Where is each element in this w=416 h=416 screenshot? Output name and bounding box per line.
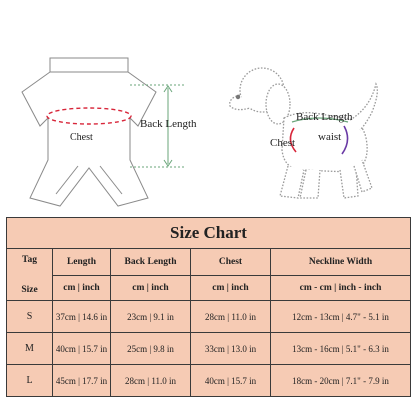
size-chart-title: Size Chart: [7, 218, 411, 249]
table-cell: 40cm | 15.7 in: [191, 365, 271, 397]
unit-neckline-width: cm - cm | inch - inch: [271, 276, 411, 301]
column-header-back-length: Back Length: [111, 249, 191, 276]
table-cell: 12cm - 13cm | 4.7" - 5.1 in: [271, 301, 411, 333]
table-cell: 25cm | 9.8 in: [111, 333, 191, 365]
dog-waist-label: waist: [318, 131, 342, 143]
table-cell: 28cm | 11.0 in: [111, 365, 191, 397]
table-row: [7, 301, 411, 333]
size-chart-table: [6, 217, 411, 397]
unit-length: cm | inch: [53, 276, 111, 301]
table-cell: 33cm | 13.0 in: [191, 333, 271, 365]
dog-outline: [230, 68, 378, 198]
column-header-neckline-width: Neckline Width: [271, 249, 411, 276]
size-cell: L: [7, 365, 53, 397]
table-cell: 28cm | 11.0 in: [191, 301, 271, 333]
table-cell: 40cm | 15.7 in: [53, 333, 111, 365]
table-cell: 37cm | 14.6 in: [53, 301, 111, 333]
unit-back-length: cm | inch: [111, 276, 191, 301]
garment-back-length-label: Back Length: [140, 118, 197, 130]
table-cell: 45cm | 17.7 in: [53, 365, 111, 397]
column-header-length: Length: [53, 249, 111, 276]
table-row: [7, 333, 411, 365]
dog-back-length-label: Back Length: [296, 111, 353, 123]
table-cell: 13cm - 16cm | 5.1" - 6.3 in: [271, 333, 411, 365]
size-cell: M: [7, 333, 53, 365]
size-cell: S: [7, 301, 53, 333]
table-cell: 18cm - 20cm | 7.1" - 7.9 in: [271, 365, 411, 397]
unit-chest: cm | inch: [191, 276, 271, 301]
dog-chest-label: Chest: [270, 137, 296, 149]
table-cell: 23cm | 9.1 in: [111, 301, 191, 333]
tag-label: Tag: [22, 254, 37, 265]
table-row: [7, 365, 411, 397]
column-header-chest: Chest: [191, 249, 271, 276]
size-label: Size: [21, 284, 38, 295]
garment-chest-label: Chest: [70, 132, 93, 143]
tag-size-header: [7, 249, 53, 301]
